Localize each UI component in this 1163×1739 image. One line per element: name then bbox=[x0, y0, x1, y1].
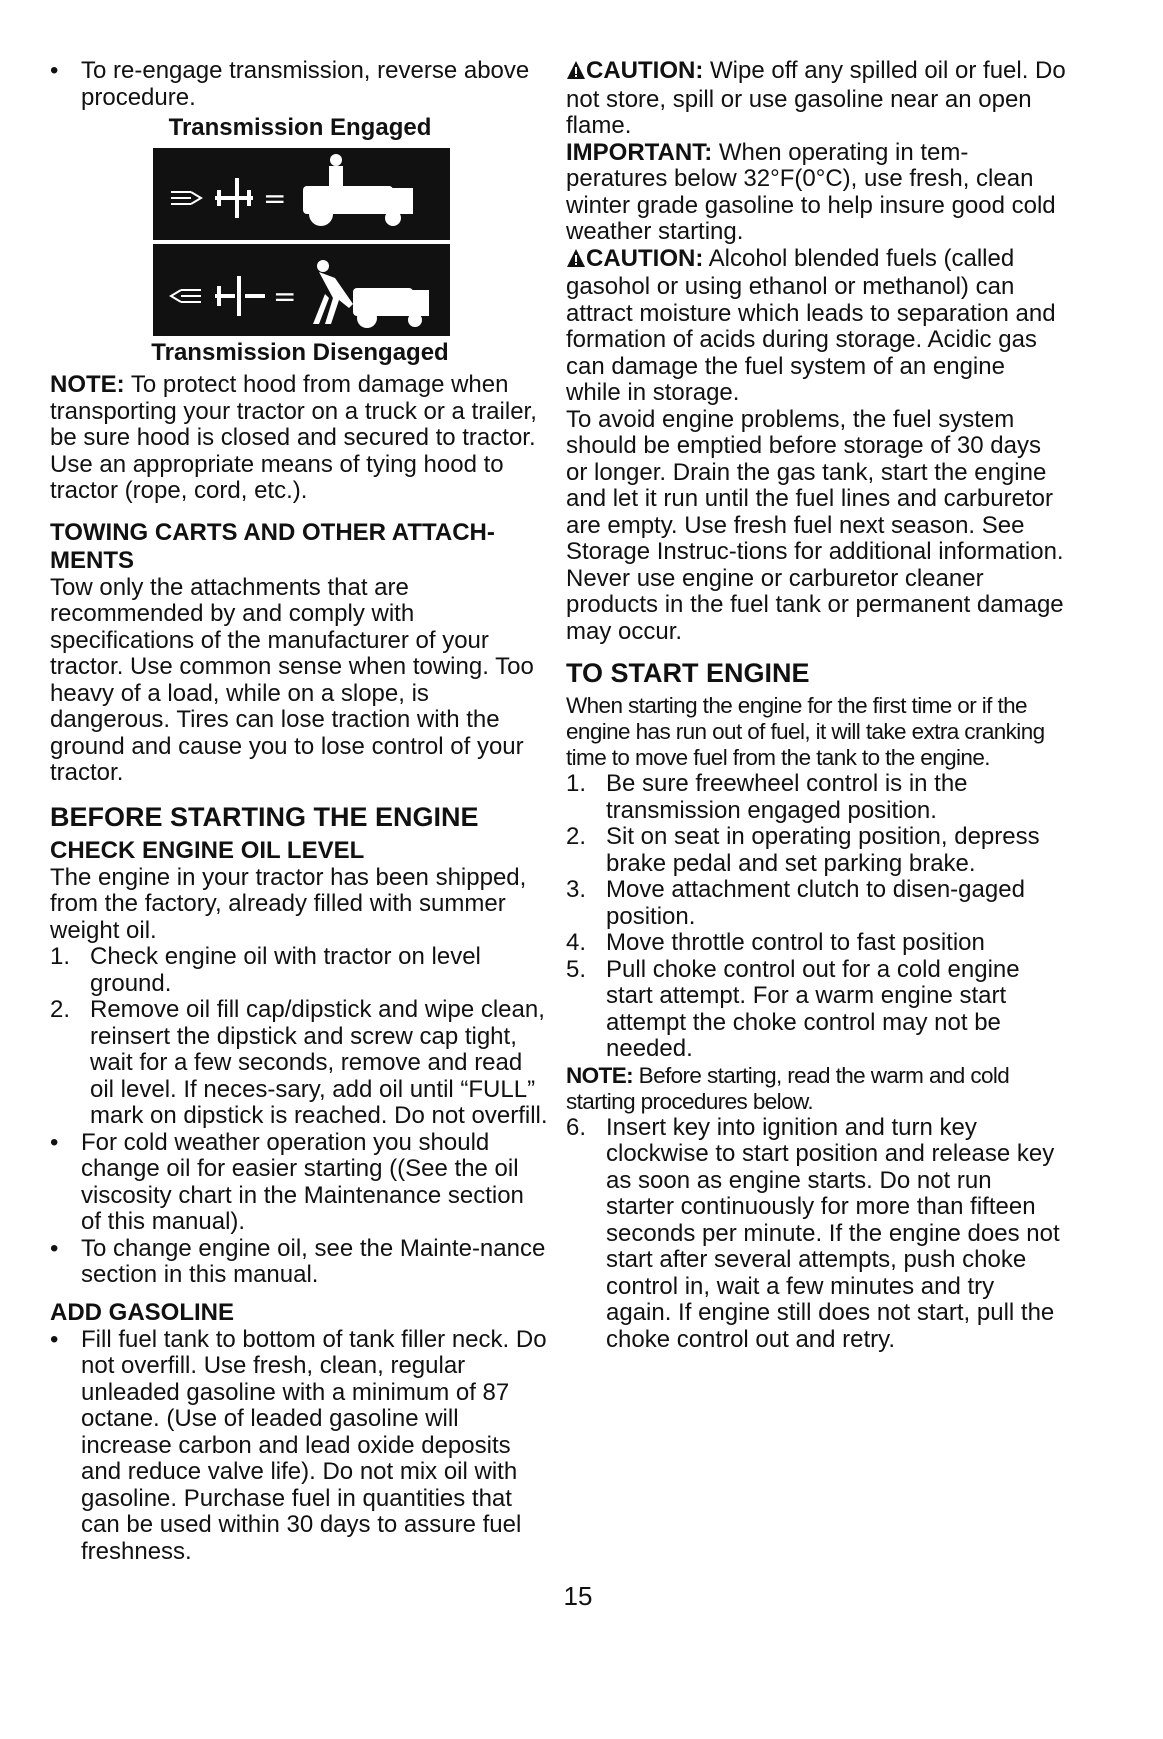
check-oil-heading: CHECK ENGINE OIL LEVEL bbox=[50, 836, 365, 864]
avoid-problems-text: To avoid engine problems, the fuel system should be emptied before storage of 30 days or longer. Drain the gas tank, start the engine and let it run until the fuel lines and carburetor are empty. Use fresh fuel next season. See Storage Instruc-tions for additional information. bbox=[566, 405, 1064, 565]
step-text: Check engine oil with tractor on level ground. bbox=[90, 943, 481, 997]
caution-text: Alcohol blended fuels (called gasohol or using ethanol or methanol) can attract moisture which leads to separation and formation of acids during storage. Acidic gas can damage the fuel system of an engine while in storage. bbox=[566, 244, 1056, 406]
svg-text:=: = bbox=[263, 181, 287, 215]
list-item bbox=[566, 771, 1066, 824]
step-number: 3. bbox=[566, 876, 587, 903]
step-number: 1. bbox=[566, 770, 587, 797]
caption-transmission-disengaged: Transmission Disengaged bbox=[151, 338, 449, 366]
step-number: 6. bbox=[566, 1113, 587, 1141]
change-oil-bullet: • To change engine oil, see the Mainte-nance section in this manual. bbox=[50, 1236, 550, 1289]
caution-label: CAUTION: bbox=[586, 244, 704, 272]
important-label: IMPORTANT: bbox=[566, 138, 713, 166]
left-column bbox=[50, 58, 550, 1565]
page-number: 15 bbox=[563, 1581, 593, 1611]
step-text: Pull choke control out for a cold engine start attempt. For a warm engine start attempt the choke control may not be needed. bbox=[606, 955, 1020, 1062]
note-text: Before starting, read the warm and cold starting procedures below. bbox=[566, 1062, 1010, 1114]
svg-text:=: = bbox=[273, 279, 297, 313]
caution-label: CAUTION: bbox=[586, 57, 704, 84]
note-label: NOTE: bbox=[50, 371, 125, 398]
list-item bbox=[566, 877, 1066, 930]
list-item bbox=[50, 944, 550, 997]
step-text: Move attachment clutch to disen-gaged position. bbox=[606, 876, 1025, 930]
start-intro: When starting the engine for the first time or if the engine has run out of fuel, it will take extra cranking time to move fuel from the tank to the engine. bbox=[566, 693, 1045, 770]
caution-spill bbox=[566, 58, 1066, 140]
caution-alcohol bbox=[566, 246, 1066, 407]
step-text: Remove oil fill cap/dipstick and wipe clean, reinsert the dipstick and screw cap tight, wait for a few seconds, remove and read oil level. If neces-sary, add oil until “FULL” mark on dipstick is reached. Do not overfill. bbox=[90, 996, 548, 1129]
step-number: 2. bbox=[50, 996, 71, 1023]
oil-intro: The engine in your tractor has been shipped, from the factory, already filled with summer weight oil. bbox=[50, 863, 527, 944]
towing-heading: TOWING CARTS AND OTHER ATTACH-MENTS bbox=[50, 518, 495, 574]
list-item bbox=[566, 1115, 1066, 1354]
list-item bbox=[566, 930, 1066, 957]
caution-text: Wipe off any spilled oil or fuel. Do not store, spill or use gasoline near an open flame. bbox=[566, 57, 1066, 139]
important-note bbox=[566, 140, 1066, 246]
caption-transmission-engaged: Transmission Engaged bbox=[168, 114, 432, 141]
oil-steps bbox=[50, 944, 550, 1130]
list-item bbox=[566, 824, 1066, 877]
add-gasoline-heading: ADD GASOLINE bbox=[50, 1298, 235, 1326]
start-engine-heading: TO START ENGINE bbox=[566, 658, 810, 688]
hood-note bbox=[50, 372, 550, 505]
step-number: 2. bbox=[566, 823, 587, 850]
start-steps bbox=[566, 771, 1066, 1063]
step-text: Move throttle control to fast position bbox=[606, 929, 985, 956]
note-text: To protect hood from damage when transporting your tractor on a truck or a trailer, be sure hood is closed and secured to tractor. Use an appropriate means of tying hood to tractor (rope, cord, etc.). bbox=[50, 371, 537, 504]
starting-note bbox=[566, 1063, 1066, 1115]
step-text: Sit on seat in operating position, depress brake pedal and set parking brake. bbox=[606, 823, 1040, 877]
step-text: Be sure freewheel control is in the transmission engaged position. bbox=[606, 770, 968, 824]
list-item bbox=[50, 997, 550, 1130]
step-number: 5. bbox=[566, 955, 587, 983]
note-label: NOTE: bbox=[566, 1062, 633, 1088]
reengage-bullet: • To re-engage transmission, reverse above procedure. bbox=[50, 58, 550, 111]
step-text: Insert key into ignition and turn key clockwise to start position and release key as soon as engine starts. Do not run starter continuously for more than fifteen seconds per minute. If the engine does not start after several attempts, push choke control in, wait a few minutes and try again. If engine still does not start, pull the choke control out and retry. bbox=[606, 1113, 1060, 1353]
before-starting-heading: BEFORE STARTING THE ENGINE bbox=[50, 801, 479, 832]
warning-triangle-icon bbox=[566, 60, 586, 87]
start-steps-continued bbox=[566, 1115, 1066, 1354]
cold-weather-bullet: • For cold weather operation you should change oil for easier starting ((See the oil viscosity chart in the Maintenance section of this manual). bbox=[50, 1130, 550, 1236]
step-number: 4. bbox=[566, 929, 587, 956]
list-item bbox=[566, 957, 1066, 1063]
warning-triangle-icon bbox=[566, 248, 586, 275]
fill-fuel-bullet: • Fill fuel tank to bottom of tank filler neck. Do not overfill. Use fresh, clean, regular unleaded gasoline with a minimum of 87 octane. (Use of leaded gasoline will increase carbon and lead oxide deposits and reduce valve life). Do not mix oil with gasoline. Purchase fuel in quantities that can be used within 30 days to assure fuel freshness. bbox=[50, 1327, 550, 1566]
important-text: When operating in tem-peratures below 32°F(0°C), use fresh, clean winter grade gasoline to help insure good cold weather starting. bbox=[566, 138, 1056, 245]
towing-text: Tow only the attachments that are recommended by and comply with specifications of the manufacturer of your tractor. Use common sense when towing. Too heavy of a load, while on a slope, is dangerous. Tires can lose traction with the ground and cause you to lose control of your tractor. bbox=[50, 573, 534, 786]
never-use-text: Never use engine or carburetor cleaner products in the fuel tank or permanent damage may occur. bbox=[566, 564, 1064, 645]
step-number: 1. bbox=[50, 943, 71, 970]
transmission-diagram bbox=[153, 148, 450, 336]
right-column bbox=[566, 58, 1066, 1353]
